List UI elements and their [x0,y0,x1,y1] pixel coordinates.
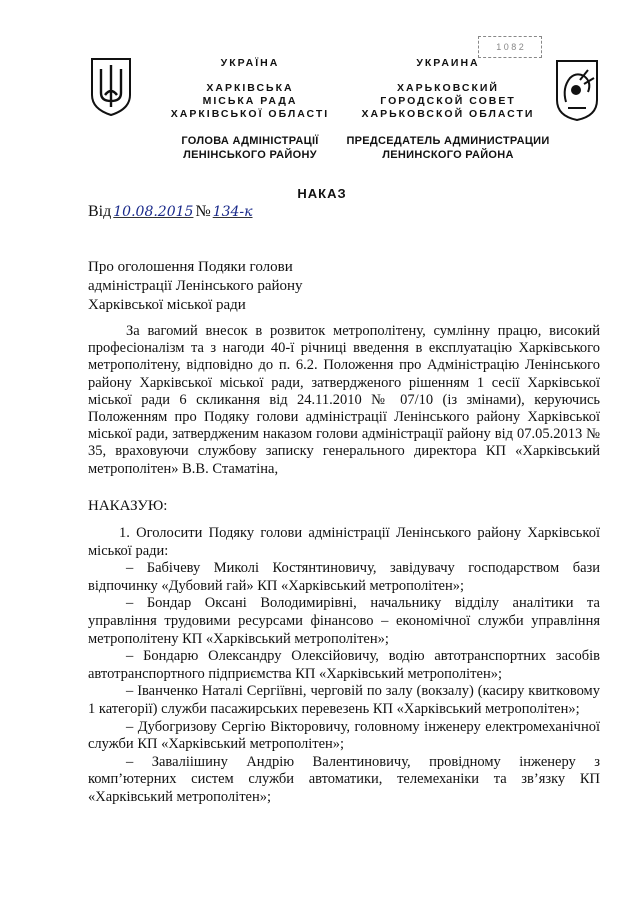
office-uk-line1: ГОЛОВА АДМІНІСТРАЦІЇ [181,135,319,147]
office-ru-line1: ПРЕДСЕДАТЕЛЬ АДМИНИСТРАЦИИ [346,135,550,147]
council-uk-line1: ХАРКІВСЬКА [206,82,294,94]
country-ru: УКРАИНА [416,57,480,69]
recipient-item: – Бондар Оксані Володимирівні, начальнику відділу аналітики та управління трудовими ресурсами фінансово – економічної служби управління метрополітену КП «Харківський метрополітен»; [88,595,600,647]
registration-stamp [478,36,542,58]
recipient-item: – Іванченко Наталі Сергіївні, черговій по залу (вокзалу) (касиру квитковому 1 категорії) служби пасажирських перевезень КП «Харківський метрополітен»; [88,683,600,717]
header-ukrainian [150,57,350,162]
header-russian [332,57,564,162]
subject-line-3: Харківської міської ради [88,297,246,313]
order-items [88,525,600,807]
country-uk: УКРАЇНА [220,57,280,69]
office-ru [332,134,564,162]
preamble-paragraph: За вагомий внесок в розвиток метрополітену, сумлінну працю, високий професіоналізм та з нагоди 40-ї річниці введення в експлуатацію Харківського метрополітену, відповідно до п. 6.2. Положення про Адміністрацію Ленінського району Харківської міської ради, затвердженого рішенням 1 сесії Харківської міської ради 6 скликання від 24.11.2010 № 07/10 (із змінами), керуючись Положенням про Подяку голови адміністрації Ленінського району Харківської міської ради, затвердженим наказом голови адміністрації району від 07.05.2013 № 35, враховуючи службову записку генерального директора КП «Харківський метрополітен» В.В. Стаматіна, [88,323,600,477]
preamble-block [88,323,600,478]
council-ru-line1: ХАРЬКОВСКИЙ [397,82,499,94]
document-title: НАКАЗ [297,186,347,201]
subject-line-1: Про оголошення Подяки голови [88,259,293,275]
date-number-line [88,203,253,221]
order-word: НАКАЗУЮ: [88,498,168,514]
office-uk [150,134,350,162]
stamp-text: 1 0 8 2 [496,42,524,52]
ukraine-trident-icon [88,55,134,117]
recipient-item: – Бондарю Олександру Олексійовичу, водію автотранспортних засобів автотранспортного підприємства КП «Харківський метрополітен»; [88,648,600,682]
number-prefix: № [195,203,211,220]
council-ru-line3: ХАРЬКОВСКОЙ ОБЛАСТИ [361,108,535,120]
subject-line-2: адміністрації Ленінського району [88,278,303,294]
recipient-item: – Заваліішину Андрію Валентиновичу, провідному інженеру з комп’ютерних систем служби автоматики, телемеханіки та зв’язку КП «Харківський метрополітен»; [88,753,600,805]
recipient-item: – Бабічеву Миколі Костянтиновичу, завідувачу господарством бази відпочинку «Дубовий гай» КП «Харківський метрополітен»; [88,560,600,594]
date-value: 10.08.2015 [113,204,194,220]
council-ru-line2: ГОРОДСКОЙ СОВЕТ [380,95,516,107]
council-uk-line3: ХАРКІВСЬКОЇ ОБЛАСТІ [170,108,330,120]
recipient-item: – Дубогризову Сергію Вікторовичу, головному інженеру електромеханічної служби КП «Харківський метрополітен»; [88,718,600,753]
document-subject [88,258,408,315]
date-prefix: Від [88,203,112,220]
office-ru-line2: ЛЕНИНСКОГО РАЙОНА [382,149,514,161]
item-1-intro: 1. Оголосити Подяку голови адміністрації Ленінського району Харківської міської ради: [88,525,600,559]
council-uk-line2: МІСЬКА РАДА [202,95,298,107]
number-value: 134-к [212,204,253,220]
office-uk-line2: ЛЕНІНСЬКОГО РАЙОНУ [183,149,317,161]
